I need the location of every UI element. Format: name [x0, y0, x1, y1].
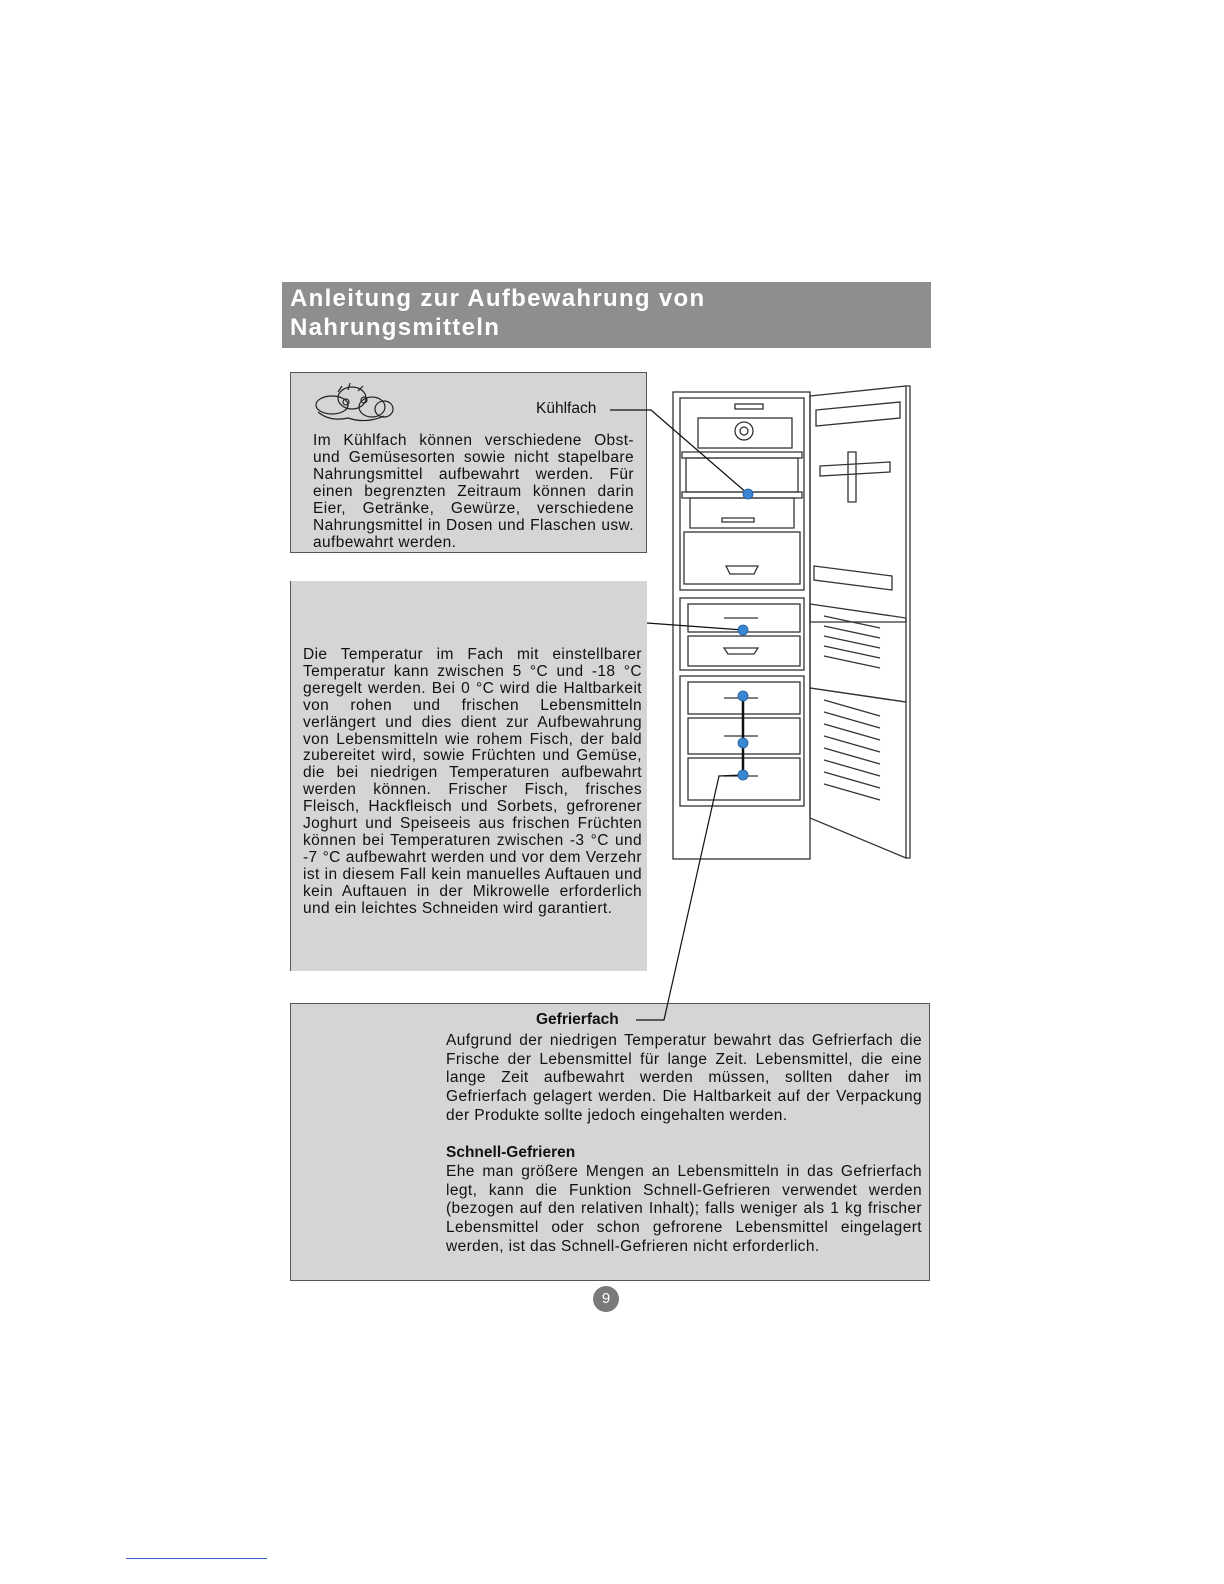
variable-marker: [738, 625, 748, 635]
freezer-label: Gefrierfach: [536, 1011, 619, 1028]
page-title-line-1: Anleitung zur Aufbewahrung von: [290, 285, 706, 312]
freezer-marker-2: [738, 738, 748, 748]
footer-divider: [126, 1558, 267, 1559]
quick-freeze-heading: Schnell-Gefrieren: [446, 1144, 576, 1161]
freezer-marker-1: [738, 691, 748, 701]
fridge-description: Im Kühlfach können verschiedene Obst- und Gemüsesorten sowie nicht stapelbare Nahrungsmittel aufbewahrt werden. Für einen begrenzten Zeitraum können darin Eier, Getränke, Gewürze, verschiedene Nahrungsmittel in Dosen und Flaschen usw. aufbewahrt werden.: [313, 432, 634, 551]
fridge-marker: [743, 489, 753, 499]
page-number: 9: [593, 1286, 619, 1312]
freezer-description: Aufgrund der niedrigen Temperatur bewahrt das Gefrierfach die Frische der Lebensmittel für lange Zeit. Lebensmittel, die eine lange Zeit aufbewahrt werden müssen, sollten daher im Gefrierfach gelagert werden. Die Haltbarkeit auf der Verpackung der Produkte sollte jedoch eingehalten werden.: [446, 1032, 922, 1124]
freezer-marker-3: [738, 770, 748, 780]
fridge-label: Kühlfach: [536, 400, 597, 417]
quick-freeze-description: Ehe man größere Mengen an Lebensmitteln in das Gefrierfach legt, kann die Funktion Schnell-Gefrieren verwendet werden (bezogen auf den relativen Inhalt); falls weniger als 1 kg frischer Lebensmittel oder schon gefrorene Lebensmittel eingelagert werden, ist das Schnell-Gefrieren nicht erforderlich.: [446, 1163, 922, 1255]
variable-temperature-description: Die Temperatur im Fach mit einstellbarer Temperatur kann zwischen 5 °C und -18 °C geregelt werden. Bei 0 °C wird die Haltbarkeit von rohen und frischen Lebensmitteln verlängert und dies dient zur Aufbewahrung von Lebensmitteln wie rohem Fisch, der bald zubereitet wird, sowie Früchten und Gemüse, die bei niedrigen Temperaturen aufbewahrt werden können. Frischer Fisch, frisches Fleisch, Hackfleisch und Sorbets, gefrorener Joghurt und Speiseeis aus frischen Früchten können bei Temperaturen zwischen -3 °C und -7 °C aufbewahrt werden und vor dem Verzehr ist in diesem Fall kein manuelles Auftauen und kein Auftauen in der Mikrowelle erforderlich und ein leichtes Schneiden wird garantiert.: [303, 646, 642, 917]
page-title-line-2: Nahrungsmitteln: [290, 314, 501, 341]
